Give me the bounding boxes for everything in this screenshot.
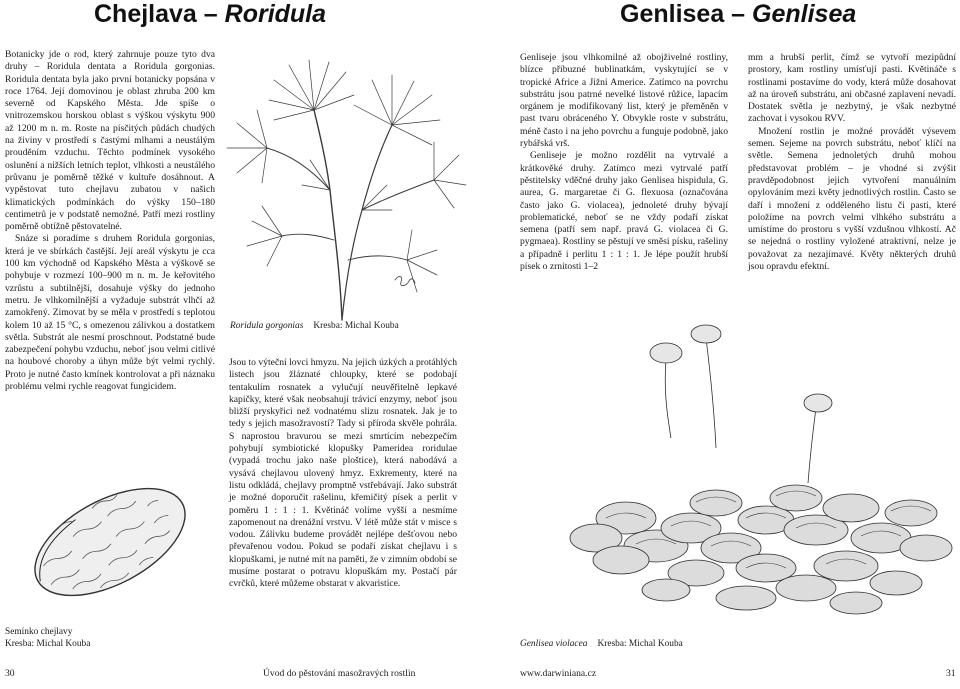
paragraph: Botanicky jde o rod, který zahrnuje pouze tyto dva druhy – Roridula dentata a Roridula gorgonias. Roridula dentata byla jako první botanicky popsána v roce 1764. Její domovinou je oblast zhruba 200 km severně od Kapského Města. Jde spíše o vnitrozemskou horskou oblast s výškou výskytu 900 až 1200 m n. m. Roste na písčitých půdách chudých na živiny v prostředí s častými mlhami a neustálým prouděním vzduchu. Těchto podmínek vysokého oslunění a nižších letních teplot, vlhkosti a neustálého průvanu je poměrně těžké v kultuře dosáhnout. A vypěstovat tuto chejlavu zubatou v našich klimatických podmínkách do výšky 150–180 centimetrů je v podstatě nemožné. Patří mezi rostliny poměrně obtížně pěstovatelné. <box>5 49 215 233</box>
roridula-seed-caption: Semínko chejlavy Kresba: Michal Kouba <box>5 627 91 649</box>
paragraph: mm a hrubší perlit, čímž se vytvoří mezipůdní prostory, kam rostliny umísťují pasti. Květináče s rostlinami postavíme do vody, která může dosahovat až na úroveň substrátu, ani občasné zaplavení nevadí. Dostatek světla je nezbytný, je však nezbytné zachovat i vysokou RVV. <box>748 52 956 125</box>
roridula-seed-illustration <box>10 462 210 622</box>
genlisea-care-column <box>748 52 956 273</box>
page-number-right: 31 <box>946 668 956 679</box>
footer-website: www.darwiniana.cz <box>520 668 597 679</box>
page-number-left: 30 <box>5 668 15 679</box>
roridula-plant-caption: Roridula gorgonias Kresba: Michal Kouba <box>230 321 399 331</box>
paragraph: Jsou to výteční lovci hmyzu. Na jejich úzkých a protáhlých listech jsou žláznaté chloupky, které se podobají tentakulím rosnatek a vylučují neuvěřitelně lepkavé kapičky, které však neobsahují trávicí enzymy, neboť jsou bližší pryskyřici než vodnatému slizu rosnatek. Jak je to tedy s jejich masožravostí? Tady si příroda skvěle pohrála. S naprostou bravurou se mezi smrtícím nebezpečím pohybují symbiotické klopušky Pameridea roridulae (vypadá trochu jako naše ploštice), která nabodává a vysává chejlavou ulovený hmyz. Exkrementy, které na listu odkládá, chejlavy promptně vstřebávají. Jako substrát je možné doporučit rašelinu, křemičitý písek a perlit v poměru 1 : 1 : 1. Květináč volíme vyšší a nesmíme zapomenout na drenážní vrstvu. V létě může stát v misce s vodou. Zálivku budeme provádět nejlépe dešťovou nebo převařenou vodou. Pokud se podaří získat chejlavu i s klopuškami, je nutné mít na paměti, že v zimním období se musíme postarat o potravu klopuškám my. Postačí pár cvrčků, které můžeme obstarat v akvaristice. <box>229 357 457 590</box>
roridula-intro-column <box>5 49 215 393</box>
right-page <box>480 0 960 689</box>
footer-book-title: Úvod do pěstování masožravých rostlin <box>263 668 416 679</box>
paragraph: Genliseje je možno rozdělit na vytrvalé a krátkověké druhy. Zatímco mezi vytrvalé patří pěstitelsky vděčné druhy jako Genlisea hispidula, G. aurea, G. margaretae či G. flexuosa (označována často jako G. violacea), jednoleté druhy bývají problematické, neboť se ne vždy podaří získat semena (patří sem např. pravá G. violacea či G. pygmaea). Rostliny se pěstují ve směsi písku, rašeliny a případně i perlitu 1 : 1 : 1. Je lépe použít hrubší písek o zrnitosti 1–2 <box>520 150 728 273</box>
genlisea-rosette-illustration <box>516 298 958 634</box>
page-title-roridula: Chejlava – Roridula <box>94 0 327 28</box>
genlisea-caption: Genlisea violacea Kresba: Michal Kouba <box>520 639 683 649</box>
paragraph: Množení rostlin je možné provádět výsevem semen. Sejeme na povrch substrátu, neboť klíčí na světle. Semena jednoletých druhů mohou představovat problém – je vhodné si zvýšit pravděpodobnost jejich vytvoření manuálním opylováním mezi květy jednotlivých rostlin. Často se daří i množení z odděleného listu či pasti, které položíme na povrch velmi vlhkého substrátu a umístíme do prostoru s vyšší vzdušnou vlhkostí. Ač se nejedná o rostliny vyložené atraktivní, nelze je považovat za nezajímavé. Květy některých druhů jsou opravdu efektní. <box>748 125 956 273</box>
genlisea-intro-column <box>520 52 728 273</box>
page-title-genlisea: Genlisea – Genlisea <box>620 0 857 28</box>
paragraph: Genliseje jsou vlhkomilné až obojživelné rostliny, blízce příbuzné bublinatkám, vyskytující se v tropické Africe a Jižní Americe. Zatímco na povrchu substrátu jsou patrné nevelké listové růžice, lapacím orgánem je modifikovaný list, který je přeměněn v past tvaru obráceného Y. Obvykle roste v substrátu, méně často i na jeho povrchu a funguje podobně, jako rybářská vrš. <box>520 52 728 150</box>
roridula-care-column <box>229 357 457 591</box>
roridula-plant-illustration <box>222 40 472 322</box>
paragraph: Snáze si poradíme s druhem Roridula gorgonias, která je ve sbírkách častější. Její areál výskytu je cca 100 km východně od Kapského Města a výškově se pohybuje v rozmezí 100–900 m n. m. Je keřovitého vzrůstu a subtilnější, dosahuje výšky do jednoho metru. Je vlhkomilnější a vyžaduje substrát vlhčí až zamokřený. Zimovat by se měla v prostředí s teplotou kolem 10 až 15 °C, s omezenou zálivkou a dostatkem světla. Substrát ale nesmí proschnout. Podstatné bude zabezpečení pohybu vzduchu, neboť jsou velmi citlivé na houbové choroby a úhyn může být velmi rychlý. Proto je nutné často kmínek kontrolovat a při náznaku problému velmi rychle reagovat fungicidem. <box>5 233 215 393</box>
